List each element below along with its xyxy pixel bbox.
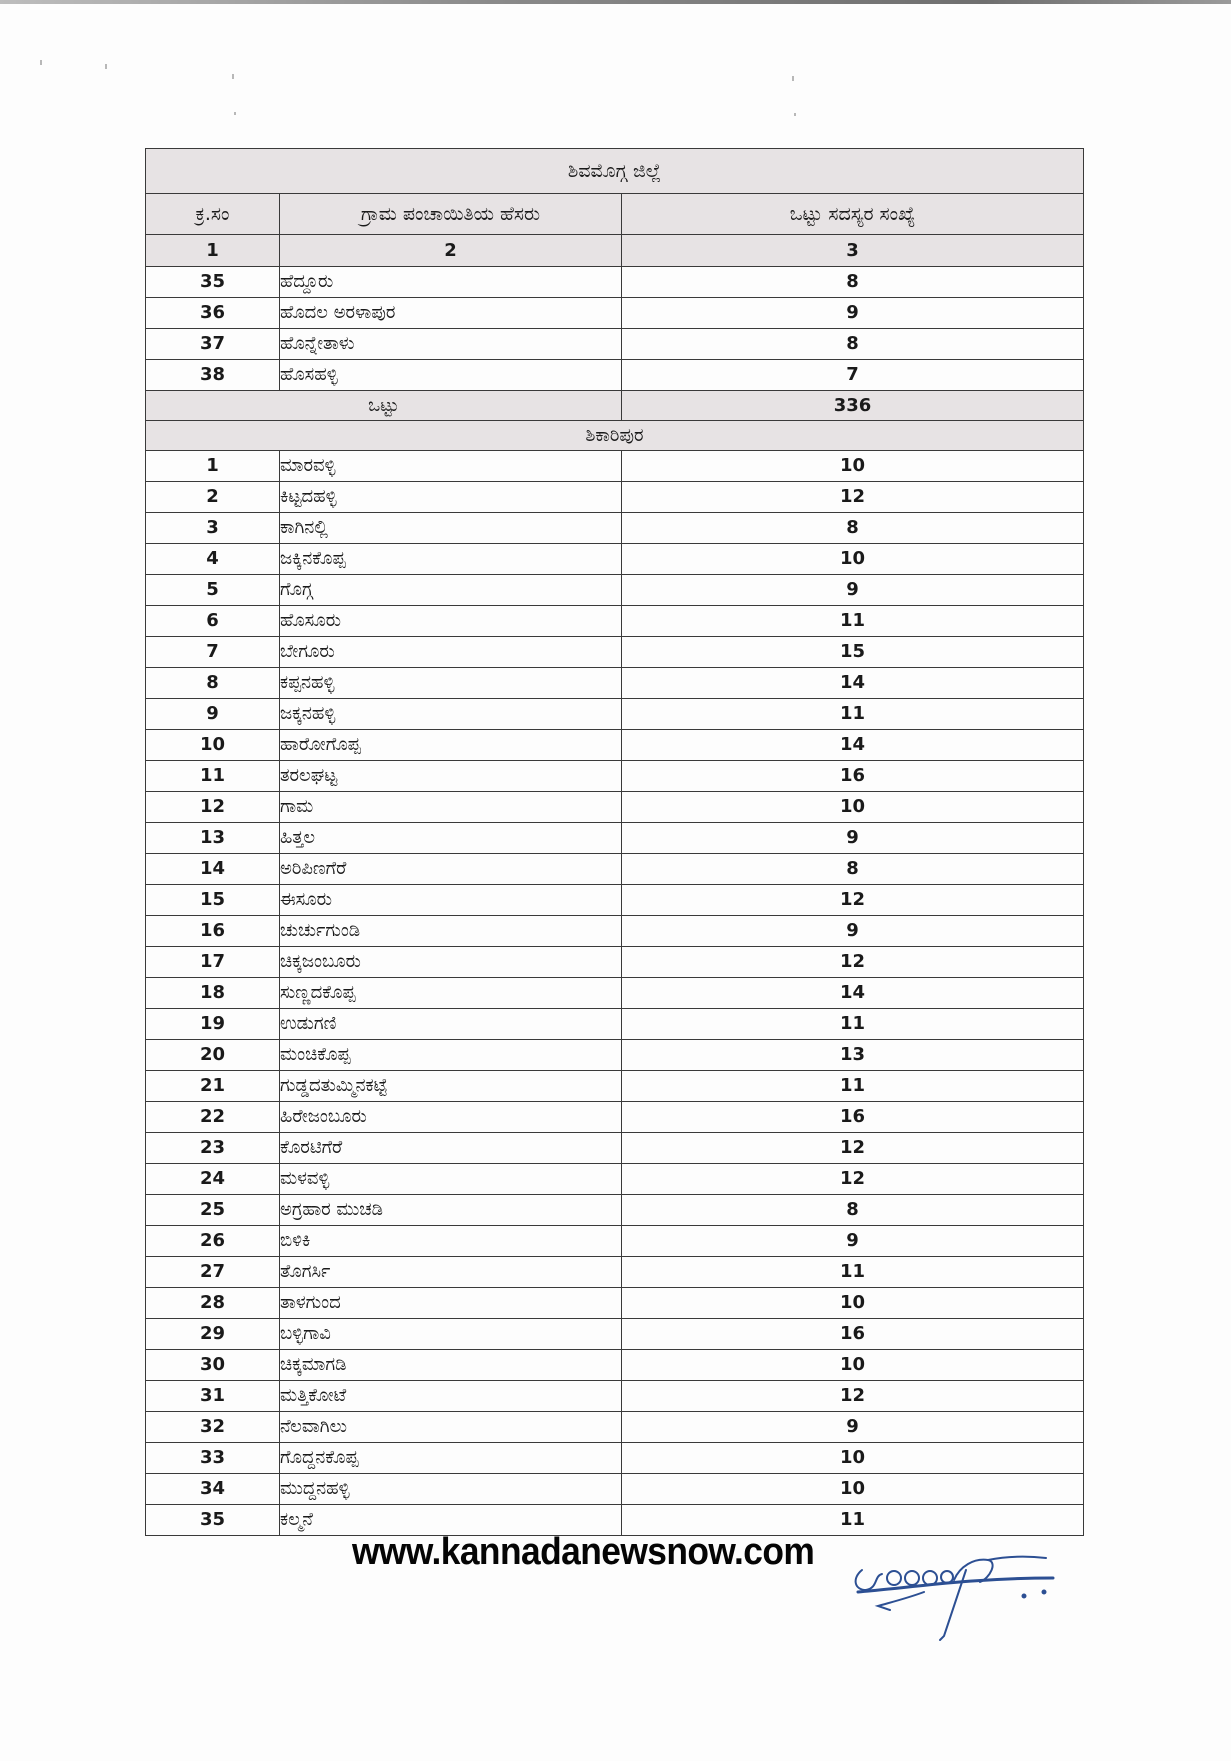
- serial-number: 35: [146, 1505, 280, 1536]
- table-row: [146, 1474, 1084, 1505]
- serial-number: 22: [146, 1102, 280, 1133]
- member-count: 14: [622, 730, 1084, 761]
- member-count: 9: [622, 823, 1084, 854]
- table-row: [146, 792, 1084, 823]
- column-header-row: [146, 194, 1084, 235]
- member-count: 15: [622, 637, 1084, 668]
- panchayat-name: ಗಾಮ: [280, 792, 622, 823]
- member-count: 14: [622, 978, 1084, 1009]
- panchayat-name: ಕಲ್ಮನೆ: [280, 1505, 622, 1536]
- table-row: [146, 699, 1084, 730]
- table-row: [146, 1226, 1084, 1257]
- serial-number: 23: [146, 1133, 280, 1164]
- member-count: 16: [622, 761, 1084, 792]
- total-label: ಒಟ್ಟು: [146, 391, 622, 421]
- panchayat-name: ಕೊರಟಿಗೆರೆ: [280, 1133, 622, 1164]
- table-row: [146, 575, 1084, 606]
- panchayat-name: ಕಾಗಿನಲ್ಲಿ: [280, 513, 622, 544]
- member-count: 12: [622, 482, 1084, 513]
- panchayat-name: ನೆಲವಾಗಿಲು: [280, 1412, 622, 1443]
- member-count: 11: [622, 606, 1084, 637]
- member-count: 10: [622, 1474, 1084, 1505]
- table-row: [146, 1257, 1084, 1288]
- column-number-row: [146, 235, 1084, 267]
- table-row: [146, 1040, 1084, 1071]
- serial-number: 2: [146, 482, 280, 513]
- member-count: 12: [622, 1133, 1084, 1164]
- member-count: 11: [622, 1257, 1084, 1288]
- panchayat-name: ಜಕ್ಕನಹಳ್ಳಿ: [280, 699, 622, 730]
- serial-number: 12: [146, 792, 280, 823]
- column-header-panchayat-name: ಗ್ರಾಮ ಪಂಚಾಯಿತಿಯ ಹೆಸರು: [280, 194, 622, 235]
- column-number: 1: [146, 235, 280, 267]
- table-row: [146, 1412, 1084, 1443]
- serial-number: 32: [146, 1412, 280, 1443]
- serial-number: 31: [146, 1381, 280, 1412]
- serial-number: 11: [146, 761, 280, 792]
- serial-number: 19: [146, 1009, 280, 1040]
- table-row: [146, 916, 1084, 947]
- member-count: 7: [622, 360, 1084, 391]
- member-count: 16: [622, 1102, 1084, 1133]
- table-row: [146, 730, 1084, 761]
- table-row: [146, 1350, 1084, 1381]
- panchayat-name: ತೊಗರ್ಸಿ: [280, 1257, 622, 1288]
- panchayat-name: ಉಡುಗಣಿ: [280, 1009, 622, 1040]
- district-title-row: [146, 149, 1084, 194]
- member-count: 8: [622, 1195, 1084, 1226]
- table-row: [146, 978, 1084, 1009]
- panchayat-name: ಜಕ್ಕಿನಕೊಪ್ಪ: [280, 544, 622, 575]
- serial-number: 17: [146, 947, 280, 978]
- table-row: [146, 544, 1084, 575]
- district-title: ಶಿವಮೊಗ್ಗ ಜಿಲ್ಲೆ: [146, 149, 1084, 194]
- panchayat-name: ಹಿತ್ತಲ: [280, 823, 622, 854]
- member-count: 8: [622, 854, 1084, 885]
- member-count: 12: [622, 1381, 1084, 1412]
- member-count: 9: [622, 575, 1084, 606]
- total-value: 336: [622, 391, 1084, 421]
- member-count: 10: [622, 1350, 1084, 1381]
- table-row: [146, 1443, 1084, 1474]
- table-row: [146, 1133, 1084, 1164]
- panchayat-name: ಮಂಚಿಕೊಪ್ಪ: [280, 1040, 622, 1071]
- serial-number: 38: [146, 360, 280, 391]
- panchayat-name: ಚಿಕ್ಕಮಾಗಡಿ: [280, 1350, 622, 1381]
- serial-number: 34: [146, 1474, 280, 1505]
- table-row: [146, 947, 1084, 978]
- serial-number: 10: [146, 730, 280, 761]
- taluk-section-title: ಶಿಕಾರಿಪುರ: [146, 421, 1084, 451]
- serial-number: 8: [146, 668, 280, 699]
- serial-number: 33: [146, 1443, 280, 1474]
- serial-number: 35: [146, 267, 280, 298]
- panchayat-name: ಮಾರವಳ್ಳಿ: [280, 451, 622, 482]
- panchayat-name: ಈಸೂರು: [280, 885, 622, 916]
- member-count: 9: [622, 1412, 1084, 1443]
- serial-number: 20: [146, 1040, 280, 1071]
- panchayat-name: ಹೊನ್ನೇತಾಳು: [280, 329, 622, 360]
- panchayat-name: ಗೊದ್ದನಕೊಪ್ಪ: [280, 1443, 622, 1474]
- serial-number: 18: [146, 978, 280, 1009]
- panchayat-name: ಹೊದಲ ಅರಳಾಪುರ: [280, 298, 622, 329]
- scan-speck: [794, 113, 796, 116]
- scan-speck: [234, 112, 236, 115]
- panchayat-name: ಸುಣ್ಣದಕೊಪ್ಪ: [280, 978, 622, 1009]
- panchayat-name: ಅಗ್ರಹಾರ ಮುಚಡಿ: [280, 1195, 622, 1226]
- serial-number: 13: [146, 823, 280, 854]
- panchayat-name: ಚುರ್ಚುಗುಂಡಿ: [280, 916, 622, 947]
- serial-number: 37: [146, 329, 280, 360]
- panchayat-name: ಗುಡ್ಡದತುಮ್ಮಿನಕಟ್ಟೆ: [280, 1071, 622, 1102]
- scan-speck: [105, 64, 107, 69]
- panchayat-name: ಬಳ್ಳಿಗಾವಿ: [280, 1319, 622, 1350]
- serial-number: 27: [146, 1257, 280, 1288]
- panchayat-name: ಹೊಸೂರು: [280, 606, 622, 637]
- table-row: [146, 513, 1084, 544]
- table-row: [146, 885, 1084, 916]
- table-row: [146, 668, 1084, 699]
- table-row: [146, 606, 1084, 637]
- table-row: [146, 1071, 1084, 1102]
- serial-number: 3: [146, 513, 280, 544]
- panchayat-name: ಬೇಗೂರು: [280, 637, 622, 668]
- serial-number: 14: [146, 854, 280, 885]
- column-number: 3: [622, 235, 1084, 267]
- table-row: [146, 854, 1084, 885]
- serial-number: 15: [146, 885, 280, 916]
- panchayat-name: ಹೊಸಹಳ್ಳಿ: [280, 360, 622, 391]
- taluk-section-row: [146, 421, 1084, 451]
- serial-number: 21: [146, 1071, 280, 1102]
- panchayat-name: ಹೆದ್ದೂರು: [280, 267, 622, 298]
- serial-number: 9: [146, 699, 280, 730]
- member-count: 12: [622, 1164, 1084, 1195]
- member-count: 13: [622, 1040, 1084, 1071]
- member-count: 10: [622, 792, 1084, 823]
- panchayat-name: ಬಿಳಿಕಿ: [280, 1226, 622, 1257]
- member-count: 9: [622, 916, 1084, 947]
- panchayat-name: ಗೊಗ್ಗ: [280, 575, 622, 606]
- panchayat-name: ತಾಳಗುಂದ: [280, 1288, 622, 1319]
- serial-number: 26: [146, 1226, 280, 1257]
- panchayat-name: ಮುದ್ದನಹಳ್ಳಿ: [280, 1474, 622, 1505]
- member-count: 10: [622, 1288, 1084, 1319]
- serial-number: 36: [146, 298, 280, 329]
- table-row: [146, 267, 1084, 298]
- table-row: [146, 1009, 1084, 1040]
- column-header-total-members: ಒಟ್ಟು ಸದಸ್ಯರ ಸಂಖ್ಯೆ: [622, 194, 1084, 235]
- member-count: 9: [622, 298, 1084, 329]
- serial-number: 16: [146, 916, 280, 947]
- table-row: [146, 329, 1084, 360]
- serial-number: 7: [146, 637, 280, 668]
- table-row: [146, 1319, 1084, 1350]
- panchayat-name: ಅರಿಪಿಣಗೆರೆ: [280, 854, 622, 885]
- signature: [848, 1548, 1063, 1643]
- table-row: [146, 1288, 1084, 1319]
- member-count: 10: [622, 451, 1084, 482]
- panchayat-name: ತರಲಘಟ್ಟ: [280, 761, 622, 792]
- member-count: 8: [622, 267, 1084, 298]
- scan-speck: [792, 76, 794, 81]
- panchayat-name: ಹಾರೋಗೊಪ್ಪ: [280, 730, 622, 761]
- serial-number: 30: [146, 1350, 280, 1381]
- table-row: [146, 451, 1084, 482]
- table-row: [146, 1195, 1084, 1226]
- member-count: 9: [622, 1226, 1084, 1257]
- table-row: [146, 482, 1084, 513]
- member-count: 14: [622, 668, 1084, 699]
- member-count: 11: [622, 1505, 1084, 1536]
- member-count: 8: [622, 329, 1084, 360]
- panchayat-name: ಚಿಕ್ಕಜಂಬೂರು: [280, 947, 622, 978]
- member-count: 16: [622, 1319, 1084, 1350]
- table-row: [146, 761, 1084, 792]
- table-row: [146, 1381, 1084, 1412]
- serial-number: 28: [146, 1288, 280, 1319]
- serial-number: 6: [146, 606, 280, 637]
- column-header-serial: ಕ್ರ.ಸಂ: [146, 194, 280, 235]
- scan-edge: [0, 0, 1231, 4]
- table-row: [146, 637, 1084, 668]
- panchayat-name: ಮತ್ತಿಕೋಟೆ: [280, 1381, 622, 1412]
- table-row: [146, 1102, 1084, 1133]
- member-count: 11: [622, 699, 1084, 730]
- member-count: 10: [622, 544, 1084, 575]
- serial-number: 1: [146, 451, 280, 482]
- panchayat-name: ಕಪ್ಪನಹಳ್ಳಿ: [280, 668, 622, 699]
- member-count: 11: [622, 1071, 1084, 1102]
- website-watermark: www.kannadanewsnow.com: [352, 1531, 815, 1573]
- serial-number: 4: [146, 544, 280, 575]
- serial-number: 24: [146, 1164, 280, 1195]
- column-number: 2: [280, 235, 622, 267]
- member-count: 11: [622, 1009, 1084, 1040]
- panchayat-members-table: [145, 148, 1084, 1536]
- total-row: [146, 391, 1084, 421]
- serial-number: 29: [146, 1319, 280, 1350]
- member-count: 10: [622, 1443, 1084, 1474]
- panchayat-name: ಕಿಟ್ಟದಹಳ್ಳಿ: [280, 482, 622, 513]
- table-row: [146, 360, 1084, 391]
- panchayat-name: ಹಿರೇಜಂಬೂರು: [280, 1102, 622, 1133]
- serial-number: 25: [146, 1195, 280, 1226]
- serial-number: 5: [146, 575, 280, 606]
- table-row: [146, 823, 1084, 854]
- scan-speck: [232, 74, 234, 79]
- member-count: 8: [622, 513, 1084, 544]
- member-count: 12: [622, 885, 1084, 916]
- panchayat-name: ಮಳವಳ್ಳಿ: [280, 1164, 622, 1195]
- table-row: [146, 298, 1084, 329]
- table-row: [146, 1164, 1084, 1195]
- member-count: 12: [622, 947, 1084, 978]
- scan-speck: [40, 60, 42, 65]
